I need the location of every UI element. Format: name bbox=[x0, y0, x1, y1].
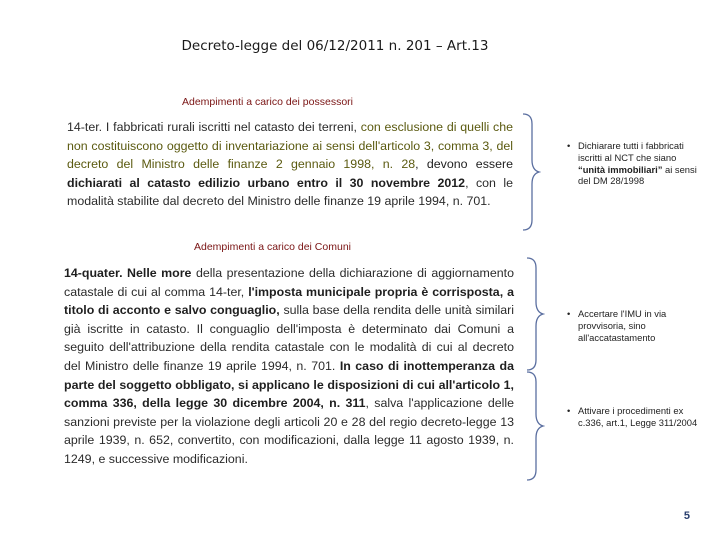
note-dichiarare bbox=[567, 140, 698, 187]
bullet-icon: • bbox=[567, 405, 571, 416]
paragraph-14-ter-exclusion: con esclusione di quelli che non costituiscono oggetto di inventariazione ai sensi dell'articolo 3, comma 3, del decreto del Ministro delle finanze 2 gennaio 1998, n. 28 bbox=[67, 120, 513, 172]
bracket-section1 bbox=[521, 112, 541, 232]
note-dichiarare-bold: “unità immobiliari” bbox=[578, 163, 663, 175]
paragraph-14-quater-imu: l'imposta municipale propria è corrisposta, a titolo di acconto e salvo conguaglio, bbox=[64, 284, 514, 318]
paragraph-14-ter-intro: 14-ter. I fabbricati rurali iscritti nel catasto dei terreni, bbox=[67, 120, 361, 134]
note-accertare-imu-text: Accertare l'IMU in via provvisoria, sino all'accatastamento bbox=[578, 308, 667, 343]
paragraph-14-quater-sanzioni: , salva l'applicazione delle sanzioni previste per la violazione degli articoli 20 e 28 del regio decreto-legge 13 aprile 1939, n. 652, convertito, con modificazioni, dalla legge 11 agosto 1939, n. 1249, e successive modificazioni. bbox=[64, 396, 514, 466]
bullet-icon: • bbox=[567, 140, 571, 151]
page-title: Decreto-legge del 06/12/2011 n. 201 – Art.13 bbox=[181, 38, 489, 54]
bracket-section2-upper bbox=[525, 256, 545, 372]
note-dichiarare-pre: Dichiarare tutti i fabbricati iscritti al NCT che siano bbox=[578, 140, 684, 163]
paragraph-14-quater-conguaglio: sulla base della rendita delle unità similari già iscritte in catasto. Il conguaglio dell'imposta è determinato dai Comuni a seguito dell'attribuzione della rendita catastale con le modalità di cui al decreto del Ministro delle finanze 19 aprile 1994, n. 701. bbox=[64, 303, 514, 373]
paragraph-14-ter-deadline: dichiarati al catasto edilizio urbano entro il 30 novembre 2012 bbox=[67, 175, 466, 190]
bullet-icon: • bbox=[567, 308, 571, 319]
note-accertare-imu bbox=[567, 308, 700, 343]
page-number: 5 bbox=[683, 510, 690, 522]
paragraph-14-ter bbox=[67, 118, 513, 211]
paragraph-14-quater-context: della presentazione della dichiarazione di aggiornamento catastale di cui al comma 14-ter, bbox=[64, 266, 514, 299]
section-heading-possessori: Adempimenti a carico dei possessori bbox=[182, 96, 353, 108]
paragraph-14-quater bbox=[64, 264, 514, 469]
bracket-section2-lower bbox=[525, 370, 545, 482]
paragraph-14-ter-verb: , devono essere bbox=[415, 157, 513, 172]
paragraph-14-quater-intro: 14-quater. Nelle more bbox=[64, 266, 192, 280]
note-attivare-procedimenti-text: Attivare i procedimenti ex c.336, art.1, Legge 311/2004 bbox=[578, 405, 698, 428]
note-attivare-procedimenti bbox=[567, 405, 700, 429]
note-dichiarare-post: ai sensi del DM 28/1998 bbox=[578, 163, 697, 187]
paragraph-14-quater-inottemperanza: In caso di inottemperanza da parte del soggetto obbligato, si applicano le disposizioni di cui all'articolo 1, comma 336, della legge 30 dicembre 2004, n. 311 bbox=[64, 358, 514, 411]
section-heading-comuni: Adempimenti a carico dei Comuni bbox=[194, 241, 351, 253]
paragraph-14-ter-closing: , con le modalità stabilite dal decreto del Ministro delle finanze 19 aprile 1994, n. 701. bbox=[67, 175, 513, 209]
